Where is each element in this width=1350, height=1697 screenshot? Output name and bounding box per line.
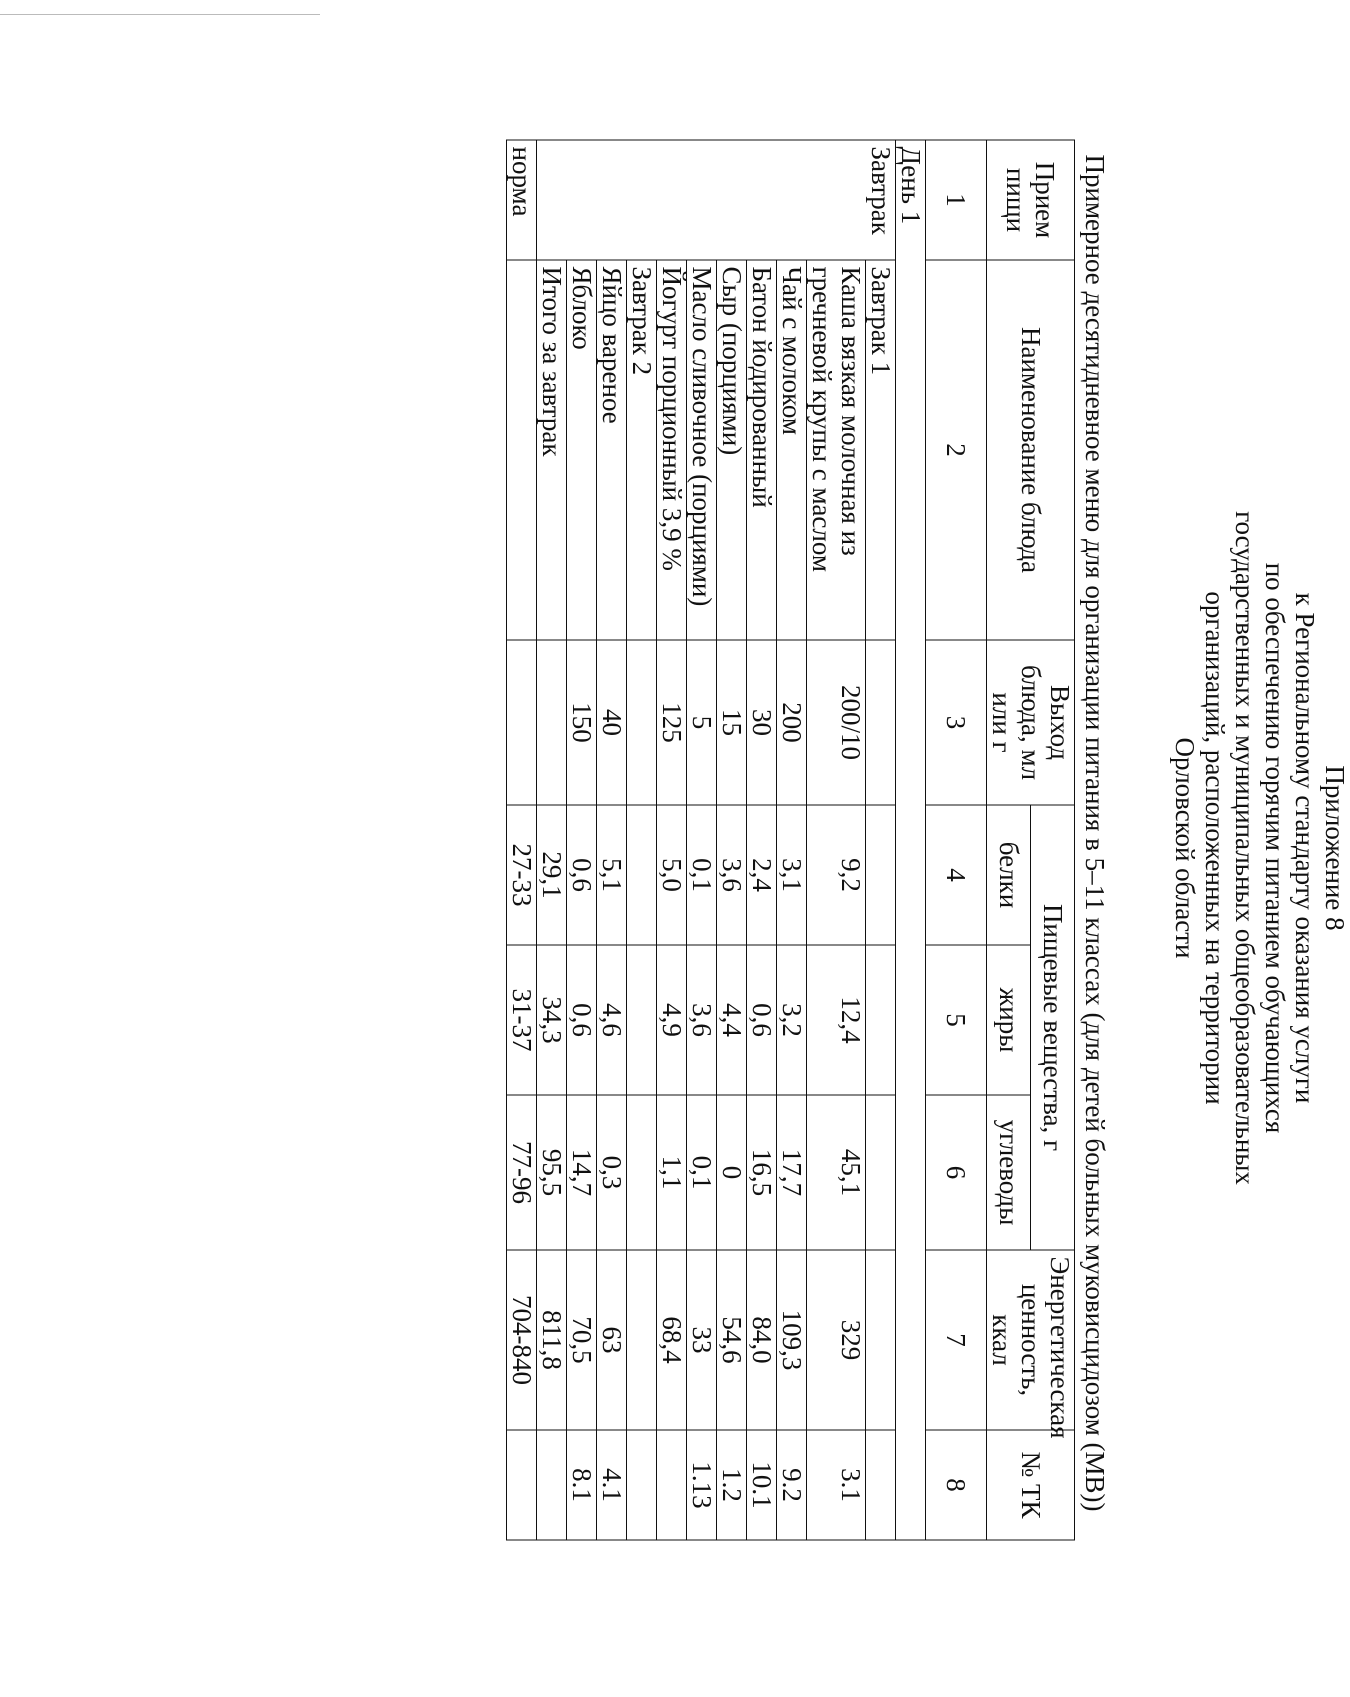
dish-yield: 150 bbox=[567, 640, 597, 805]
norm-fat: 31-37 bbox=[507, 945, 537, 1095]
dish-tk bbox=[537, 1430, 567, 1540]
col-carbs: углеводы bbox=[987, 1095, 1031, 1250]
dish-fat bbox=[866, 945, 896, 1095]
dish-energy: 84,0 bbox=[747, 1250, 777, 1430]
dish-tk bbox=[657, 1430, 687, 1540]
dish-protein: 2,4 bbox=[747, 805, 777, 945]
col-number: 7 bbox=[926, 1250, 987, 1430]
dish-protein: 3,1 bbox=[777, 805, 807, 945]
total-energy: 811,8 bbox=[537, 1250, 567, 1430]
appendix-line-2: к Региональному стандарту оказания услуги bbox=[1290, 592, 1320, 1104]
norm-label: норма bbox=[507, 140, 537, 260]
dish-carbs bbox=[627, 1095, 657, 1250]
dish-fat: 3,6 bbox=[687, 945, 717, 1095]
dish-tk: 9.2 bbox=[777, 1430, 807, 1540]
dish-protein bbox=[627, 805, 657, 945]
total-carbs: 95,5 bbox=[537, 1095, 567, 1250]
norm-protein: 27-33 bbox=[507, 805, 537, 945]
dish-name: Завтрак 1 bbox=[866, 260, 896, 640]
dish-tk: 3.1 bbox=[807, 1430, 866, 1540]
dish-name: Завтрак 2 bbox=[627, 260, 657, 640]
dish-fat: 4,6 bbox=[597, 945, 627, 1095]
appendix-line-5-visible: организаций, расположенных на территории bbox=[1200, 591, 1230, 1105]
dish-energy: 70,5 bbox=[567, 1250, 597, 1430]
dish-yield bbox=[866, 640, 896, 805]
dish-protein: 5,0 bbox=[657, 805, 687, 945]
dish-name: Чай с молоком bbox=[777, 260, 807, 640]
col-number: 3 bbox=[926, 640, 987, 805]
table-row bbox=[747, 140, 777, 1540]
dish-energy: 109,3 bbox=[777, 1250, 807, 1430]
norm-carbs: 77-96 bbox=[507, 1095, 537, 1250]
dish-name: Яйцо вареное bbox=[597, 260, 627, 640]
total-protein: 29,1 bbox=[537, 805, 567, 945]
dish-protein: 0,1 bbox=[687, 805, 717, 945]
col-number: 8 bbox=[926, 1430, 987, 1540]
dish-yield bbox=[537, 640, 567, 805]
table-row bbox=[866, 140, 896, 1540]
dish-name: Йогурт порционный 3,9 % bbox=[657, 260, 687, 640]
appendix-line-3: по обеспечению горячим питанием обучающихся bbox=[1260, 562, 1290, 1134]
table-row bbox=[687, 140, 717, 1540]
menu-table bbox=[506, 140, 1075, 1541]
total-fat: 34,3 bbox=[537, 945, 567, 1095]
dish-carbs: 0 bbox=[717, 1095, 747, 1250]
col-fat: жиры bbox=[987, 945, 1031, 1095]
dish-fat: 4,4 bbox=[717, 945, 747, 1095]
table-row bbox=[777, 140, 807, 1540]
dish-yield bbox=[627, 640, 657, 805]
table-row bbox=[597, 140, 627, 1540]
col-energy: Энергетическая ценность, ккал bbox=[987, 1250, 1075, 1430]
appendix-line-6: Орловской области bbox=[1170, 737, 1200, 959]
dish-name: Масло сливочное (порциями) bbox=[687, 260, 717, 640]
col-number: 4 bbox=[926, 805, 987, 945]
table-row bbox=[657, 140, 687, 1540]
dish-energy bbox=[866, 1250, 896, 1430]
dish-protein: 3,6 bbox=[717, 805, 747, 945]
col-number: 6 bbox=[926, 1095, 987, 1250]
dish-energy: 54,6 bbox=[717, 1250, 747, 1430]
col-dish: Наименование блюда bbox=[987, 260, 1075, 640]
dish-energy bbox=[627, 1250, 657, 1430]
dish-name: Сыр (порциями) bbox=[717, 260, 747, 640]
dish-energy: 329 bbox=[807, 1250, 866, 1430]
dish-carbs bbox=[866, 1095, 896, 1250]
col-number: 5 bbox=[926, 945, 987, 1095]
dish-fat bbox=[627, 945, 657, 1095]
dish-tk bbox=[866, 1430, 896, 1540]
col-meal: Прием пищи bbox=[987, 140, 1075, 260]
dish-name: Батон йодированный bbox=[747, 260, 777, 640]
dish-fat: 4,9 bbox=[657, 945, 687, 1095]
dish-carbs: 17,7 bbox=[777, 1095, 807, 1250]
menu-title: Примерное десятидневное меню для организации питания в 5–11 классах (для детей больных муковисцидозом (МВ)) bbox=[1080, 154, 1110, 1512]
appendix-line-4: государственных и муниципальных общеобразовательных bbox=[1230, 511, 1260, 1185]
dish-name: Яблоко bbox=[567, 260, 597, 640]
dish-tk bbox=[627, 1430, 657, 1540]
dish-yield: 40 bbox=[597, 640, 627, 805]
dish-yield: 200 bbox=[777, 640, 807, 805]
dish-yield: 125 bbox=[657, 640, 687, 805]
col-yield: Выход блюда, мл или г bbox=[987, 640, 1075, 805]
dish-carbs: 14,7 bbox=[567, 1095, 597, 1250]
col-nutrients: Пищевые вещества, г bbox=[1031, 805, 1075, 1250]
dish-energy: 63 bbox=[597, 1250, 627, 1430]
col-tk: № ТК bbox=[987, 1430, 1075, 1540]
norm-energy: 704-840 bbox=[507, 1250, 537, 1430]
dish-protein: 0,6 bbox=[567, 805, 597, 945]
dish-name: Каша вязкая молочная из гречневой крупы с маслом bbox=[807, 260, 866, 640]
dish-fat: 3,2 bbox=[777, 945, 807, 1095]
table-row-total bbox=[537, 140, 567, 1540]
day-label: День 1 bbox=[896, 140, 926, 1540]
dish-fat: 0,6 bbox=[747, 945, 777, 1095]
appendix-number: Приложение 8 bbox=[1320, 765, 1350, 931]
dish-energy: 68,4 bbox=[657, 1250, 687, 1430]
dish-protein bbox=[866, 805, 896, 945]
dish-carbs: 45,1 bbox=[807, 1095, 866, 1250]
dish-tk: 1.2 bbox=[717, 1430, 747, 1540]
dish-name: Итого за завтрак bbox=[537, 260, 567, 640]
dish-fat: 0,6 bbox=[567, 945, 597, 1095]
dish-tk: 1.13 bbox=[687, 1430, 717, 1540]
dish-tk: 8.1 bbox=[567, 1430, 597, 1540]
dish-tk: 10.1 bbox=[747, 1430, 777, 1540]
dish-carbs: 0,3 bbox=[597, 1095, 627, 1250]
col-number: 2 bbox=[926, 260, 987, 640]
dish-yield: 30 bbox=[747, 640, 777, 805]
col-number: 1 bbox=[926, 140, 987, 260]
dish-yield: 5 bbox=[687, 640, 717, 805]
dish-energy: 33 bbox=[687, 1250, 717, 1430]
table-row-norm bbox=[507, 140, 537, 1540]
dish-protein: 5,1 bbox=[597, 805, 627, 945]
table-row bbox=[567, 140, 597, 1540]
dish-yield: 200/10 bbox=[807, 640, 866, 805]
table-row bbox=[717, 140, 747, 1540]
dish-carbs: 16,5 bbox=[747, 1095, 777, 1250]
dish-yield: 15 bbox=[717, 640, 747, 805]
meal-label: Завтрак bbox=[537, 140, 896, 260]
dish-tk: 4.1 bbox=[597, 1430, 627, 1540]
table-row bbox=[627, 140, 657, 1540]
dish-carbs: 1,1 bbox=[657, 1095, 687, 1250]
table-row bbox=[807, 140, 866, 1540]
dish-carbs: 0,1 bbox=[687, 1095, 717, 1250]
dish-fat: 12,4 bbox=[807, 945, 866, 1095]
dish-protein: 9,2 bbox=[807, 805, 866, 945]
col-protein: белки bbox=[987, 805, 1031, 945]
